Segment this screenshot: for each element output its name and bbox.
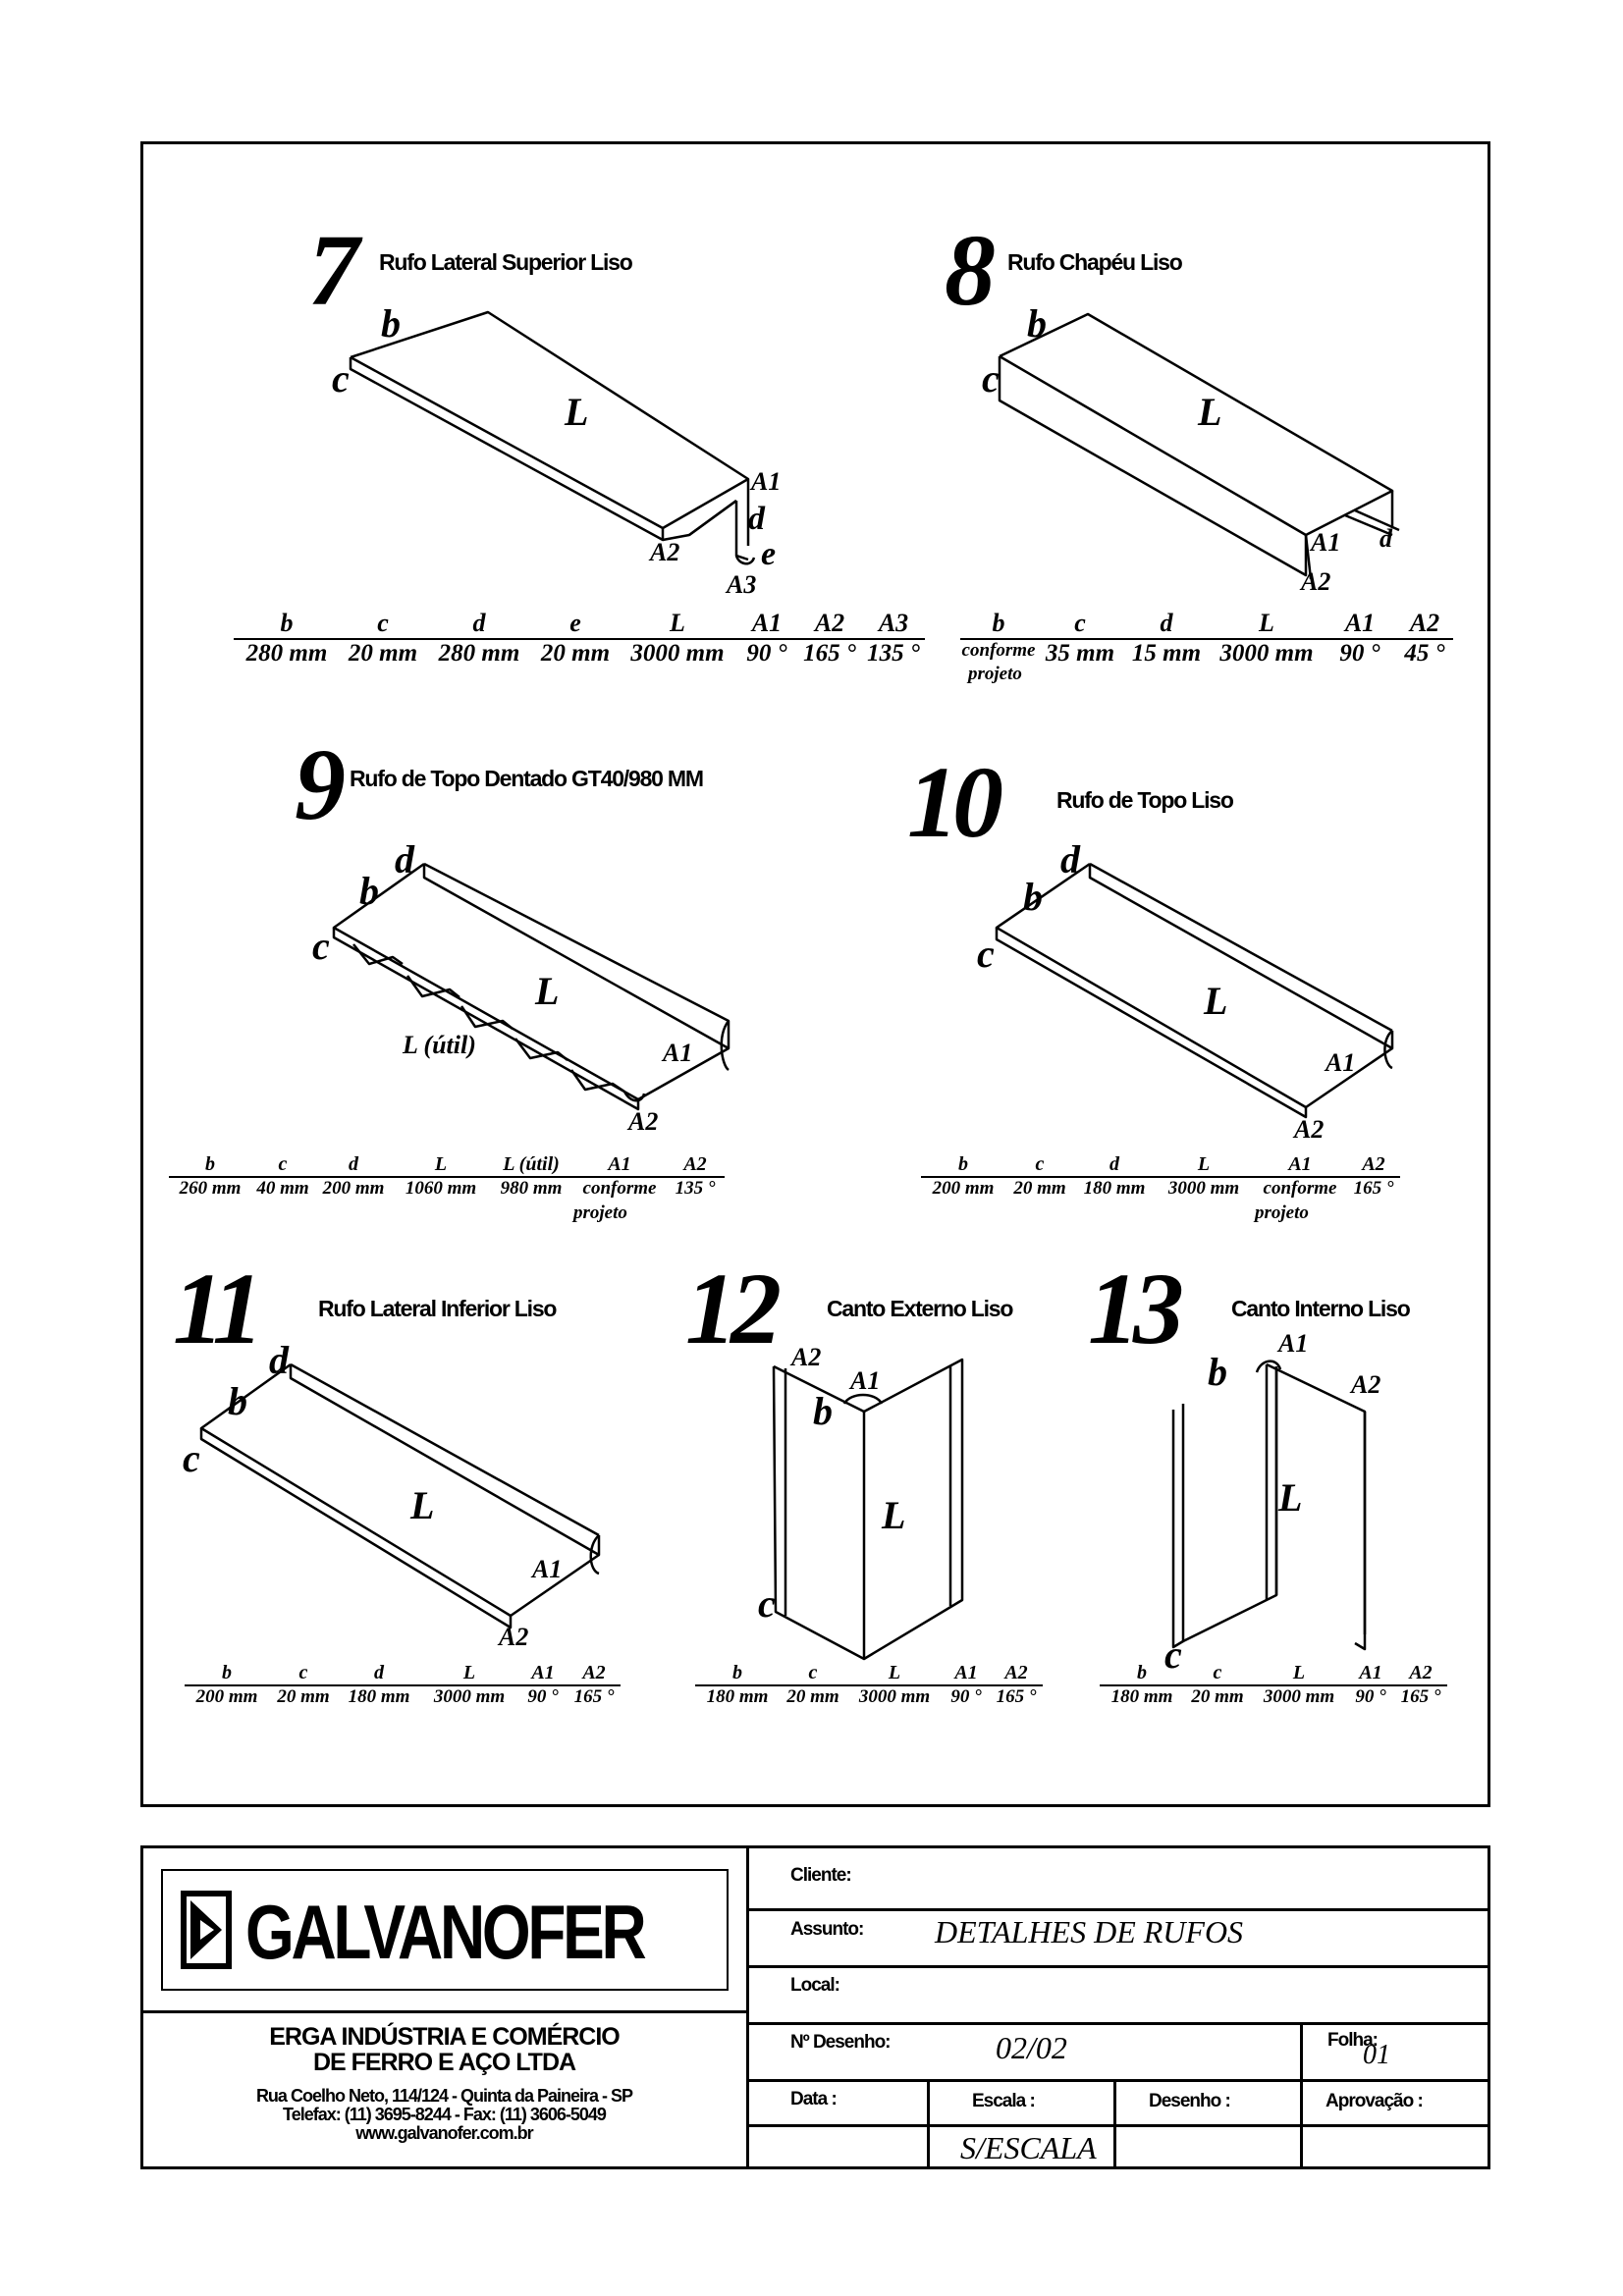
divider xyxy=(746,2022,1490,2025)
label-A1: A1 xyxy=(1311,528,1341,557)
divider xyxy=(1300,2079,1303,2169)
desenho-number-label: Nº Desenho: xyxy=(790,2032,891,2053)
company-contact xyxy=(140,2087,748,2143)
label-A1: A1 xyxy=(1278,1329,1309,1358)
spec-header: d xyxy=(349,1153,358,1175)
spec-header: A2 xyxy=(683,1153,707,1175)
label-A2: A2 xyxy=(791,1343,822,1371)
spec-header: c xyxy=(298,1662,308,1683)
label-c: c xyxy=(977,932,995,976)
item-9-number: 9 xyxy=(295,728,340,841)
folha-label: Folha: xyxy=(1327,2030,1378,2051)
spec-value: 35 mm xyxy=(1045,640,1115,667)
item-9-spec-table xyxy=(169,1153,725,1223)
escala-label: Escala : xyxy=(972,2091,1035,2111)
label-A2: A2 xyxy=(650,538,680,566)
label-c: c xyxy=(312,924,330,968)
spec-header: A2 xyxy=(1409,1662,1433,1683)
label-L: L xyxy=(410,1483,435,1527)
spec-value: 90 ° xyxy=(527,1686,559,1707)
spec-value: 165 ° xyxy=(996,1686,1037,1707)
spec-header: L xyxy=(888,1662,901,1683)
label-b: b xyxy=(1208,1350,1227,1394)
spec-header: A2 xyxy=(1362,1153,1385,1175)
label-c: c xyxy=(183,1436,200,1480)
label-L: L xyxy=(1278,1475,1303,1520)
spec-header: A2 xyxy=(582,1662,606,1683)
profile-9-drawing xyxy=(334,864,729,1109)
spec-header: c xyxy=(808,1662,818,1683)
label-A2: A2 xyxy=(628,1107,659,1136)
profile-10-drawing xyxy=(997,864,1392,1117)
assunto-value: DETALHES DE RUFOS xyxy=(935,1914,1244,1949)
spec-note: projeto xyxy=(573,1202,627,1223)
label-L: L xyxy=(1204,979,1228,1023)
spec-header: b xyxy=(732,1662,742,1683)
spec-value: 200 mm xyxy=(322,1178,385,1199)
divider xyxy=(746,1965,1490,1968)
spec-header: A2 xyxy=(1004,1662,1028,1683)
item-8-title: Rufo Chapéu Liso xyxy=(1007,249,1182,275)
spec-value: 3000 mm xyxy=(630,640,725,667)
logo-wordmark: GALVANOFER xyxy=(245,1889,644,1975)
spec-header: L xyxy=(1292,1662,1306,1683)
spec-value: 280 mm xyxy=(245,640,328,667)
item-10-number: 10 xyxy=(907,746,998,859)
spec-value: 280 mm xyxy=(438,640,520,667)
divider xyxy=(140,2010,748,2013)
spec-header: d xyxy=(1160,609,1173,637)
spec-header: L xyxy=(1259,609,1274,637)
label-L: L xyxy=(1198,390,1222,434)
spec-header: A1 xyxy=(1359,1662,1382,1683)
spec-header: A2 xyxy=(814,609,845,637)
label-A1: A1 xyxy=(751,467,782,496)
spec-header: e xyxy=(569,609,581,637)
spec-header: A1 xyxy=(1344,609,1376,637)
spec-header: c xyxy=(1035,1153,1045,1175)
spec-value: 20 mm xyxy=(1013,1178,1066,1199)
spec-value: 200 mm xyxy=(195,1686,258,1707)
data-label: Data : xyxy=(790,2089,837,2109)
logo-icon xyxy=(181,1891,232,1969)
aprovacao-label: Aprovação : xyxy=(1325,2091,1423,2111)
spec-value: 3000 mm xyxy=(1219,640,1314,667)
company-website: www.galvanofer.com.br xyxy=(355,2123,533,2143)
spec-header: b xyxy=(958,1153,968,1175)
label-A2: A2 xyxy=(1351,1370,1381,1399)
spec-value: 200 mm xyxy=(932,1178,995,1199)
item-10-title: Rufo de Topo Liso xyxy=(1056,787,1233,813)
profile-7-drawing xyxy=(351,312,754,566)
spec-value: conforme xyxy=(961,640,1036,661)
label-b: b xyxy=(1027,301,1047,346)
escala-value: S/ESCALA xyxy=(960,2130,1097,2165)
label-A2: A2 xyxy=(499,1623,529,1651)
spec-header: c xyxy=(278,1153,288,1175)
spec-value: 980 mm xyxy=(500,1178,563,1199)
item-12-spec-table xyxy=(695,1662,1043,1708)
spec-header: L xyxy=(434,1153,448,1175)
spec-header: L xyxy=(1197,1153,1211,1175)
spec-header: A1 xyxy=(954,1662,978,1683)
spec-value: 165 ° xyxy=(573,1686,615,1707)
spec-value: 165 ° xyxy=(803,640,856,667)
spec-value: 45 ° xyxy=(1404,640,1445,667)
spec-value: conforme xyxy=(1263,1178,1337,1199)
divider xyxy=(1113,2079,1116,2169)
spec-value: 165 ° xyxy=(1400,1686,1441,1707)
spec-header: b xyxy=(992,609,1005,637)
label-L: L xyxy=(535,969,560,1013)
spec-value: 90 ° xyxy=(1339,640,1380,667)
item-13-number: 13 xyxy=(1088,1253,1178,1365)
item-12-number: 12 xyxy=(685,1253,776,1365)
company-phone: Telefax: (11) 3695-8244 - Fax: (11) 3606-5049 xyxy=(283,2105,606,2124)
spec-header: c xyxy=(377,609,389,637)
label-L: L xyxy=(882,1493,906,1537)
label-A2: A2 xyxy=(1301,567,1331,596)
spec-value: 135 ° xyxy=(867,640,920,667)
label-c: c xyxy=(758,1581,776,1626)
desenho-number-value: 02/02 xyxy=(996,2030,1067,2065)
spec-header: b xyxy=(1137,1662,1147,1683)
item-9-title: Rufo de Topo Dentado GT40/980 MM xyxy=(350,766,703,791)
spec-header: c xyxy=(1213,1662,1222,1683)
label-e: e xyxy=(761,536,777,572)
spec-header: A2 xyxy=(1409,609,1440,637)
item-11-number: 11 xyxy=(173,1253,258,1365)
label-A1: A1 xyxy=(532,1555,563,1583)
spec-value: 3000 mm xyxy=(1167,1178,1240,1199)
spec-header: L xyxy=(670,609,685,637)
label-d: d xyxy=(748,501,765,537)
company-name xyxy=(140,2024,748,2075)
spec-header: b xyxy=(280,609,294,637)
spec-header: L xyxy=(462,1662,476,1683)
desenho-label: Desenho : xyxy=(1149,2091,1230,2111)
profile-12-drawing xyxy=(774,1360,962,1659)
spec-header: L (útil) xyxy=(503,1153,560,1175)
item-13-title: Canto Interno Liso xyxy=(1231,1296,1410,1321)
divider xyxy=(746,1908,1490,1911)
spec-value: 260 mm xyxy=(179,1178,242,1199)
spec-value: 20 mm xyxy=(786,1686,839,1707)
item-7-number: 7 xyxy=(308,214,353,327)
label-c: c xyxy=(332,356,350,400)
spec-value: 180 mm xyxy=(706,1686,769,1707)
spec-note: projeto xyxy=(968,664,1022,684)
spec-header: d xyxy=(374,1662,384,1683)
label-A3: A3 xyxy=(727,570,757,599)
label-b: b xyxy=(381,301,401,346)
item-12-title: Canto Externo Liso xyxy=(827,1296,1013,1321)
assunto-label: Assunto: xyxy=(790,1919,864,1940)
divider xyxy=(746,2124,1490,2127)
spec-header: A3 xyxy=(878,609,909,637)
label-c: c xyxy=(982,356,1000,400)
spec-value: 40 mm xyxy=(256,1178,309,1199)
company-line: ERGA INDÚSTRIA E COMÉRCIO xyxy=(269,2023,620,2051)
spec-value: 3000 mm xyxy=(1263,1686,1335,1707)
label-d: d xyxy=(269,1338,289,1382)
spec-header: c xyxy=(1074,609,1086,637)
label-d: d xyxy=(395,837,414,881)
company-line: DE FERRO E AÇO LTDA xyxy=(312,2049,576,2076)
spec-value: 90 ° xyxy=(746,640,787,667)
item-13-spec-table xyxy=(1100,1662,1447,1708)
spec-value: 15 mm xyxy=(1131,640,1202,667)
spec-header: d xyxy=(472,609,486,637)
item-7-title: Rufo Lateral Superior Liso xyxy=(379,249,632,275)
label-d: d xyxy=(1060,837,1080,881)
label-A2: A2 xyxy=(1294,1115,1325,1144)
spec-value: 165 ° xyxy=(1353,1178,1394,1199)
label-c: c xyxy=(1164,1632,1182,1677)
spec-value: 180 mm xyxy=(1083,1178,1146,1199)
label-b: b xyxy=(359,869,379,913)
spec-value: conforme xyxy=(582,1178,657,1199)
item-11-spec-table xyxy=(185,1662,621,1708)
spec-value: 20 mm xyxy=(540,640,611,667)
folha-value: 01 xyxy=(1363,2040,1390,2070)
label-A1: A1 xyxy=(663,1039,693,1067)
divider xyxy=(1300,2022,1303,2079)
item-8-spec-table xyxy=(960,609,1453,684)
profile-13-drawing xyxy=(1173,1362,1365,1649)
spec-header: b xyxy=(205,1153,215,1175)
divider xyxy=(927,2079,930,2169)
spec-value: 20 mm xyxy=(277,1686,330,1707)
spec-value: 20 mm xyxy=(1191,1686,1244,1707)
label-b: b xyxy=(813,1389,833,1433)
spec-header: A1 xyxy=(608,1153,631,1175)
spec-value: 90 ° xyxy=(950,1686,982,1707)
spec-header: A1 xyxy=(751,609,783,637)
spec-header: A1 xyxy=(1288,1153,1312,1175)
company-address: Rua Coelho Neto, 114/124 - Quinta da Paineira - SP xyxy=(255,2086,633,2106)
divider xyxy=(746,2079,1490,2082)
spec-value: 1060 mm xyxy=(405,1178,477,1199)
label-A1: A1 xyxy=(850,1366,881,1395)
spec-value: 135 ° xyxy=(675,1178,716,1199)
label-b: b xyxy=(1023,875,1043,919)
cliente-label: Cliente: xyxy=(790,1865,851,1886)
spec-value: 180 mm xyxy=(1110,1686,1173,1707)
local-label: Local: xyxy=(790,1975,839,1996)
spec-header: A1 xyxy=(531,1662,555,1683)
spec-value: 20 mm xyxy=(348,640,418,667)
spec-value: 180 mm xyxy=(348,1686,410,1707)
label-d: d xyxy=(1380,524,1392,553)
item-11-title: Rufo Lateral Inferior Liso xyxy=(318,1296,557,1321)
spec-note: projeto xyxy=(1255,1202,1309,1223)
profile-11-drawing xyxy=(201,1364,599,1628)
label-A1: A1 xyxy=(1325,1048,1356,1077)
item-10-spec-table xyxy=(921,1153,1400,1223)
spec-value: 3000 mm xyxy=(433,1686,506,1707)
label-L-util: L (útil) xyxy=(403,1031,476,1059)
label-L: L xyxy=(565,390,589,434)
logo-box xyxy=(161,1869,729,1991)
spec-header: d xyxy=(1109,1153,1119,1175)
label-b: b xyxy=(228,1379,247,1423)
spec-header: b xyxy=(222,1662,232,1683)
spec-value: 90 ° xyxy=(1355,1686,1386,1707)
item-7-spec-table xyxy=(234,609,925,667)
item-8-number: 8 xyxy=(945,214,990,327)
spec-value: 3000 mm xyxy=(858,1686,931,1707)
